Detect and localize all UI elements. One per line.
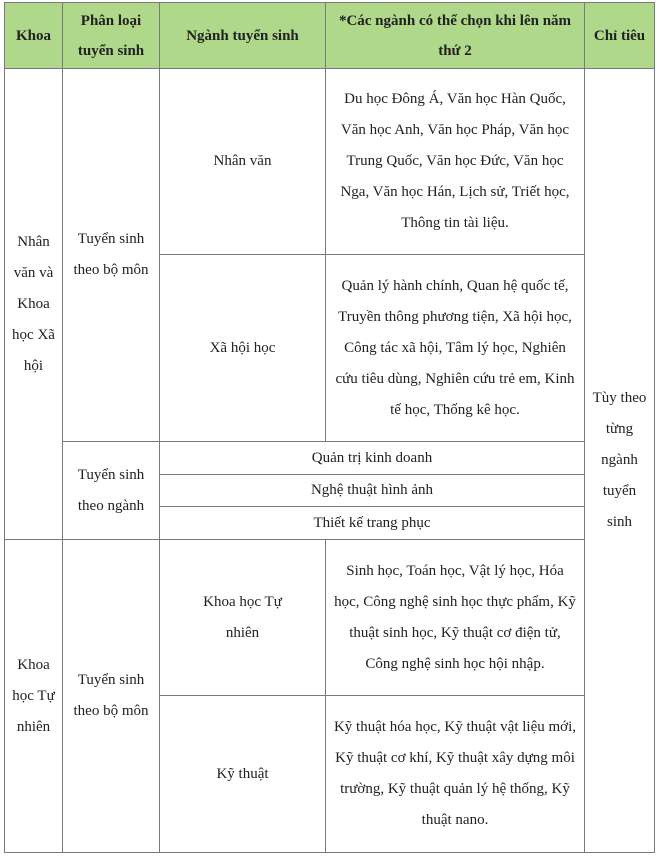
chi-tieu-value: Tùy theo từng ngành tuyển sinh — [585, 69, 655, 853]
header-phan-loai: Phân loại tuyển sinh — [63, 3, 160, 69]
major-quan-tri-kinh-doanh: Quản trị kinh doanh — [160, 442, 585, 475]
major-thiet-ke-trang-phuc: Thiết kế trang phục — [160, 507, 585, 540]
admission-table — [4, 2, 655, 853]
table-row — [5, 540, 655, 696]
category-bo-mon: Tuyển sinh theo bộ môn — [63, 69, 160, 442]
header-khoa: Khoa — [5, 3, 63, 69]
category-nganh: Tuyển sinh theo ngành — [63, 442, 160, 540]
options-xa-hoi-hoc: Quản lý hành chính, Quan hệ quốc tế, Truyền thông phương tiện, Xã hội học, Công tác xã hội, Tâm lý học, Nghiên cứu tiêu dùng, Nghiên cứu trẻ em, Kinh tế học, Thống kê học. — [326, 255, 585, 442]
major-ky-thuat: Kỹ thuật — [160, 696, 326, 853]
table-row — [5, 442, 655, 475]
table-row — [5, 69, 655, 255]
options-ky-thuat: Kỹ thuật hóa học, Kỹ thuật vật liệu mới, Kỹ thuật cơ khí, Kỹ thuật xây dựng môi trường, Kỹ thuật quản lý hệ thống, Kỹ thuật nano. — [326, 696, 585, 853]
header-cac-nganh: *Các ngành có thể chọn khi lên năm thứ 2 — [326, 3, 585, 69]
major-khoa-hoc-tu-nhien: Khoa học Tự nhiên — [160, 540, 326, 696]
header-row — [5, 3, 655, 69]
header-chi-tieu: Chỉ tiêu — [585, 3, 655, 69]
options-khoa-hoc-tu-nhien: Sinh học, Toán học, Vật lý học, Hóa học, Công nghệ sinh học thực phẩm, Kỹ thuật sinh học, Kỹ thuật cơ điện tử, Công nghệ sinh học hội nhập. — [326, 540, 585, 696]
category-bo-mon-tu-nhien: Tuyển sinh theo bộ môn — [63, 540, 160, 853]
major-nghe-thuat-hinh-anh: Nghệ thuật hình ảnh — [160, 475, 585, 507]
major-nhan-van: Nhân văn — [160, 69, 326, 255]
options-nhan-van: Du học Đông Á, Văn học Hàn Quốc, Văn học Anh, Văn học Pháp, Văn học Trung Quốc, Văn học Đức, Văn học Nga, Văn học Hán, Lịch sử, Triết học, Thông tin tài liệu. — [326, 69, 585, 255]
major-xa-hoi-hoc: Xã hội học — [160, 255, 326, 442]
faculty-tu-nhien: Khoa học Tự nhiên — [5, 540, 63, 853]
faculty-nhan-van: Nhân văn và Khoa học Xã hội — [5, 69, 63, 540]
header-nganh: Ngành tuyển sinh — [160, 3, 326, 69]
